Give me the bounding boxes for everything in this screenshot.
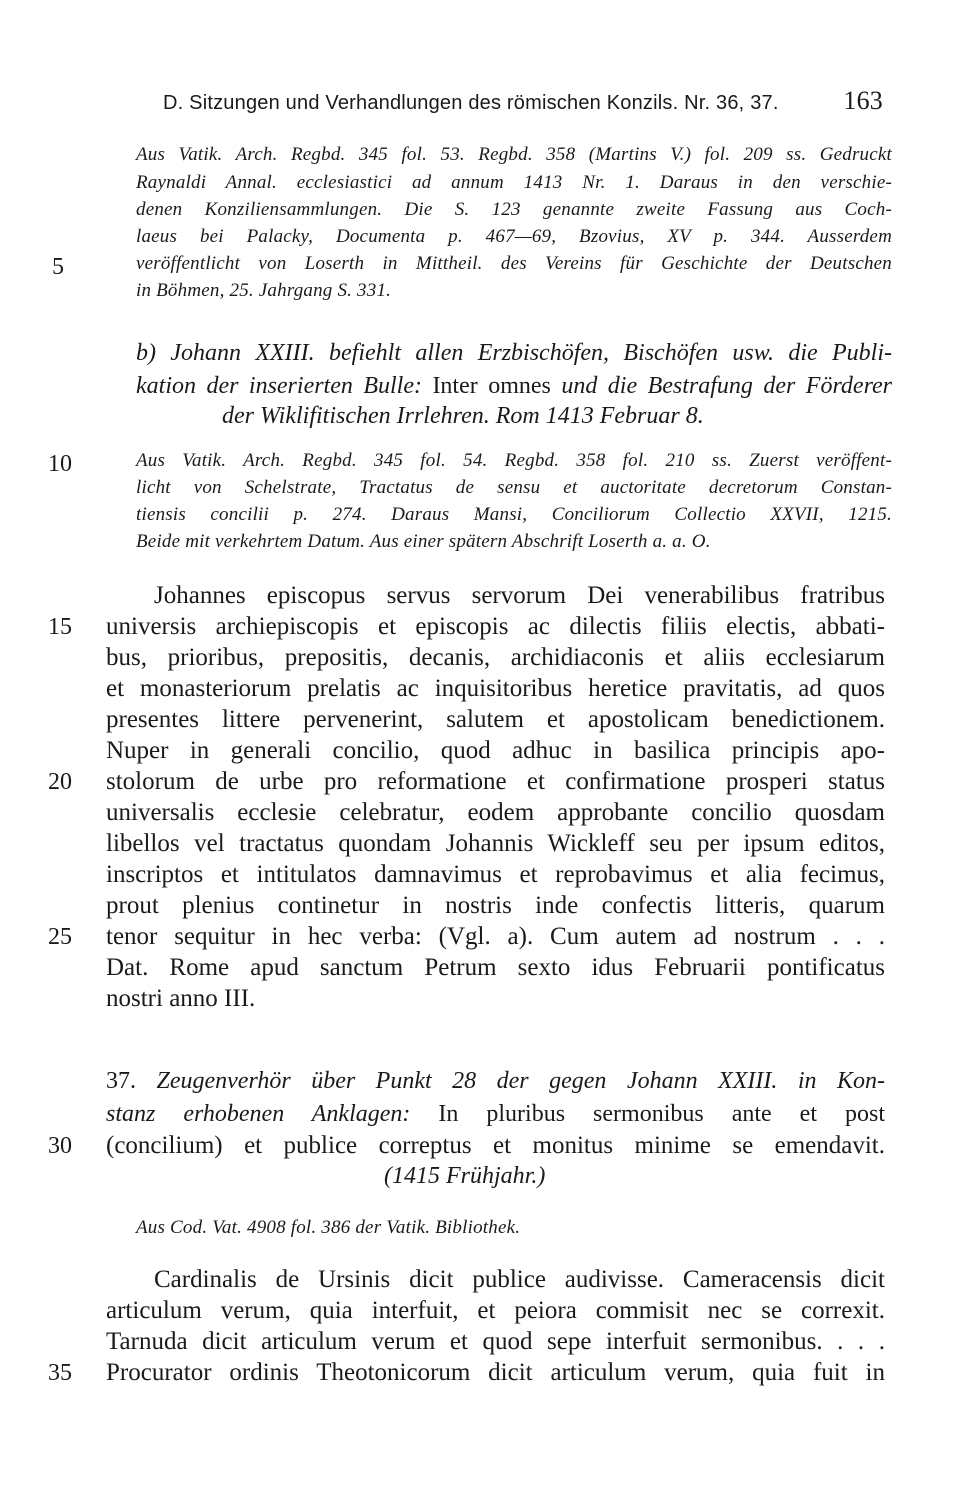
text-line: Cardinalis de Ursinis dicit publice audivisse. Cameracensis dicit bbox=[154, 1266, 885, 1293]
document-number: 37. bbox=[106, 1068, 136, 1094]
line-number: 10 bbox=[48, 451, 72, 477]
heading-line: 37. Zeugenverhör über Punkt 28 der gegen Johann XXIII. in Kon- bbox=[106, 1068, 886, 1094]
text-line: presentes littere pervenerint, salutem et apostolicam benedictionem. bbox=[106, 706, 885, 733]
bull-incipit: Inter omnes bbox=[432, 373, 551, 399]
text-line: Dat. Rome apud sanctum Petrum sexto idus Februarii pontificatus bbox=[106, 954, 885, 981]
article-text: In pluribus sermonibus ante et post bbox=[438, 1101, 885, 1127]
page-number: 163 bbox=[843, 86, 883, 115]
running-header bbox=[163, 86, 883, 115]
text-line: Procurator ordinis Theotonicorum dicit articulum verum, quia fuit in bbox=[106, 1359, 885, 1386]
line-number: 15 bbox=[48, 614, 72, 640]
line-number: 30 bbox=[48, 1133, 72, 1159]
text-line: Johannes episcopus servus servorum Dei venerabilibus fratribus bbox=[154, 582, 885, 609]
source-note-line: Beide mit verkehrtem Datum. Aus einer spätern Abschrift Loserth a. a. O. bbox=[136, 531, 711, 552]
text-line: tenor sequitur in hec verba: (Vgl. a). Cum autem ad nostrum . . . bbox=[106, 923, 885, 950]
heading-line: stanz erhobenen Anklagen: In pluribus sermonibus ante et post bbox=[106, 1101, 885, 1127]
source-note-line: licht von Schelstrate, Tractatus de sensu et auctoritate decretorum Constan- bbox=[136, 477, 892, 498]
text-line: prout plenius continetur in nostris inde confectis litteris, quarum bbox=[106, 892, 885, 919]
text-line: bus, prioribus, prepositis, decanis, archidiaconis et aliis ecclesiarum bbox=[106, 644, 885, 671]
text-line: universis archiepiscopis et episcopis ac dilectis filiis electis, abbati- bbox=[106, 613, 885, 640]
source-note-line: veröffentlicht von Loserth in Mittheil. des Vereins für Geschichte der Deutschen bbox=[136, 253, 892, 274]
text-line: nostri anno III. bbox=[106, 985, 256, 1012]
source-note-line: in Böhmen, 25. Jahrgang S. 331. bbox=[136, 280, 392, 301]
line-number: 5 bbox=[52, 254, 64, 280]
heading-line: b) Johann XXIII. befiehlt allen Erzbischöfen, Bischöfen usw. die Publi- bbox=[136, 340, 892, 366]
source-note-line: Aus Vatik. Arch. Regbd. 345 fol. 53. Regbd. 358 (Martins V.) fol. 209 ss. Gedruckt bbox=[136, 144, 892, 165]
line-number: 35 bbox=[48, 1360, 72, 1386]
text-line: Tarnuda dicit articulum verum et quod sepe interfuit sermonibus. . . . bbox=[106, 1328, 885, 1355]
source-note-line: tiensis concilii p. 274. Daraus Mansi, Conciliorum Collectio XXVII, 1215. bbox=[136, 504, 892, 525]
source-note-37: Aus Cod. Vat. 4908 fol. 386 der Vatik. Bibliothek. bbox=[136, 1217, 521, 1238]
text-line: universalis ecclesie celebratur, eodem approbante concilio quosdam bbox=[106, 799, 885, 826]
source-note-line: Aus Vatik. Arch. Regbd. 345 fol. 54. Regbd. 358 fol. 210 ss. Zuerst veröffent- bbox=[136, 450, 892, 471]
source-note-line: laeus bei Palacky, Documenta p. 467—69, Bzovius, XV p. 344. Ausserdem bbox=[136, 226, 892, 247]
text-line: inscriptos et intitulatos damnavimus et reprobavimus et alia fecimus, bbox=[106, 861, 885, 888]
text-line: et monasteriorum prelatis ac inquisitoribus heretice pravitatis, ad quos bbox=[106, 675, 885, 702]
text-line: stolorum de urbe pro reformatione et confirmatione prosperi status bbox=[106, 768, 885, 795]
text-line: libellos vel tractatus quondam Johannis Wickleff seu per ipsum editos, bbox=[106, 830, 885, 857]
text-line: Nuper in generali concilio, quod adhuc in basilica principis apo- bbox=[106, 737, 885, 764]
heading-line: der Wiklifitischen Irrlehren. Rom 1413 Februar 8. bbox=[222, 403, 704, 429]
heading-line: (concilium) et publice correptus et monitus minime se emendavit. bbox=[106, 1132, 885, 1159]
running-title: D. Sitzungen und Verhandlungen des römischen Konzils. Nr. 36, 37. bbox=[163, 92, 779, 114]
source-note-line: Raynaldi Annal. ecclesiastici ad annum 1413 Nr. 1. Daraus in den verschie- bbox=[136, 172, 892, 193]
line-number: 25 bbox=[48, 924, 72, 950]
text-line: articulum verum, quia interfuit, et peiora commisit nec se correxit. bbox=[106, 1297, 885, 1324]
heading-date: (1415 Frühjahr.) bbox=[384, 1163, 546, 1189]
line-number: 20 bbox=[48, 769, 72, 795]
heading-line: kation der inserierten Bulle: Inter omnes und die Bestrafung der Förderer bbox=[136, 373, 893, 399]
source-note-line: denen Konziliensammlungen. Die S. 123 genannte zweite Fassung aus Coch- bbox=[136, 199, 892, 220]
